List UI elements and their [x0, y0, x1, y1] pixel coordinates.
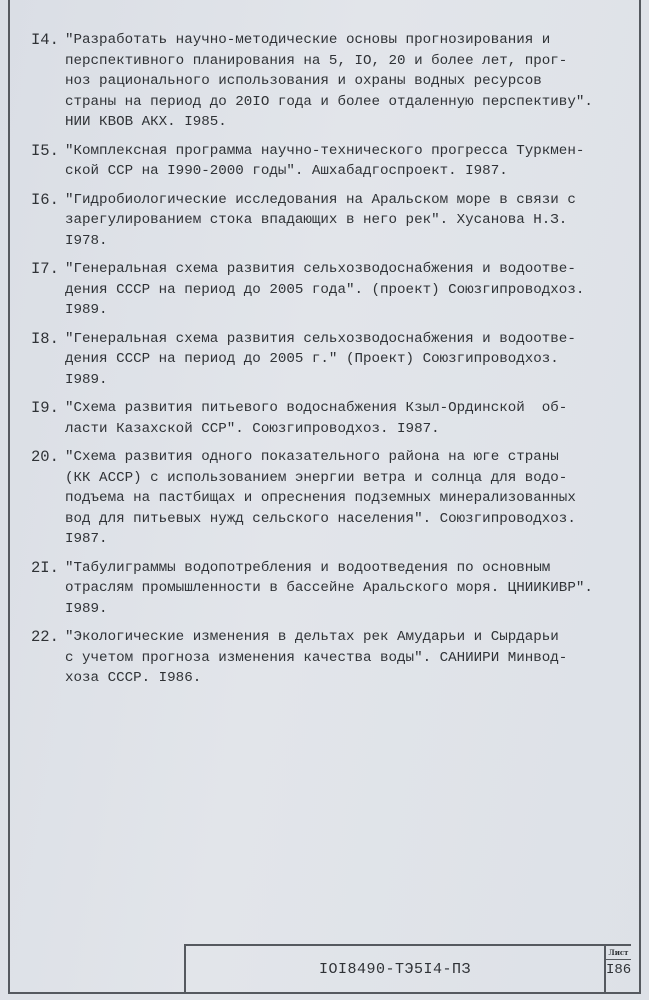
reference-line: "Генеральная схема развития сельхозводоснабжения и водоотве-	[65, 330, 576, 347]
sheet-label: Лист	[606, 946, 631, 960]
reference-line: ской ССР на I990-2000 годы". Ашхабадгоспроект. I987.	[65, 163, 508, 179]
reference-number: I5.	[31, 141, 59, 160]
title-block	[184, 944, 631, 992]
reference-line: ноз рационального использования и охраны водных ресурсов	[65, 73, 542, 89]
reference-number: I8.	[31, 329, 59, 348]
reference-line: зарегулированием стока впадающих в него рек". Хусанова Н.З.	[65, 212, 568, 228]
document-code: IOI8490-ТЭ5I4-ПЗ	[318, 960, 472, 978]
reference-line: I989.	[65, 371, 108, 388]
reference-line: "Схема развития одного показательного района на юге страны	[65, 449, 559, 465]
reference-text	[65, 329, 625, 391]
sheet-number: I86	[606, 962, 632, 978]
reference-line: дения СССР на период до 2005 года". (проект) Союзгипроводхоз.	[65, 281, 585, 298]
reference-item	[10, 190, 643, 252]
reference-line: "Комплексная программа научно-технического прогресса Туркмен-	[65, 142, 585, 159]
reference-line: хоза СССР. I986.	[65, 670, 202, 686]
reference-number: 20.	[31, 448, 59, 466]
reference-line: вод для питьевых нужд сельского населения". Союзгипроводхоз.	[65, 510, 576, 527]
reference-line: с учетом прогноза изменения качества воды". САНИИРИ Минвод-	[65, 649, 568, 666]
reference-number: I6.	[31, 190, 59, 209]
reference-text	[65, 141, 625, 182]
reference-item	[10, 329, 643, 391]
reference-line: отраслям промышленности в бассейне Аральского моря. ЦНИИКИВР".	[65, 580, 593, 596]
reference-line: подъема на пастбищах и опреснения подземных минерализованных	[65, 490, 576, 506]
reference-item	[10, 627, 643, 689]
reference-item	[10, 558, 643, 620]
page-frame	[8, 0, 641, 994]
reference-line: I989.	[65, 600, 108, 617]
reference-item	[10, 30, 643, 133]
reference-line: I978.	[65, 232, 108, 249]
reference-item	[10, 141, 643, 182]
reference-text	[65, 627, 625, 689]
reference-item	[10, 259, 643, 321]
reference-line: (КК АССР) с использованием энергии ветра и солнца для водо-	[65, 469, 568, 486]
reference-text	[65, 259, 625, 321]
reference-text	[65, 190, 625, 252]
reference-text	[65, 398, 625, 439]
reference-line: "Разработать научно-методические основы прогнозирования и	[65, 32, 551, 48]
reference-number: 22.	[31, 628, 59, 646]
reference-item	[10, 398, 643, 439]
reference-line: НИИ КВОВ АКХ. I985.	[65, 114, 227, 130]
reference-text	[65, 447, 625, 550]
reference-line: "Экологические изменения в дельтах рек Амударьи и Сырдарьи	[65, 629, 559, 645]
sheet-number-cell	[604, 946, 631, 992]
reference-number: 2I.	[31, 558, 59, 577]
reference-line: ласти Казахской ССР". Союзгипроводхоз. I987.	[65, 420, 440, 437]
reference-number: I4.	[31, 31, 59, 49]
reference-line: перспективного планирования на 5, IO, 20 и более лет, прог-	[65, 52, 568, 69]
reference-line: I989.	[65, 302, 108, 318]
reference-number: I7.	[31, 260, 59, 278]
reference-item	[10, 447, 643, 550]
reference-line: дения СССР на период до 2005 г." (Проект) Союзгипроводхоз.	[65, 351, 559, 367]
reference-line: I987.	[65, 531, 108, 547]
reference-line: страны на период до 20IO года и более отдаленную перспективу".	[65, 93, 593, 110]
reference-text	[65, 558, 625, 620]
reference-line: "Генеральная схема развития сельхозводоснабжения и водоотве-	[65, 261, 576, 277]
reference-line: "Табулиграммы водопотребления и водоотведения по основным	[65, 559, 551, 576]
reference-line: "Гидробиологические исследования на Аральском море в связи с	[65, 191, 576, 208]
reference-list	[10, 30, 643, 697]
reference-text	[65, 30, 625, 133]
reference-line: "Схема развития питьевого водоснабжения Кзыл-Ординской об-	[65, 400, 568, 416]
reference-number: I9.	[31, 399, 59, 417]
